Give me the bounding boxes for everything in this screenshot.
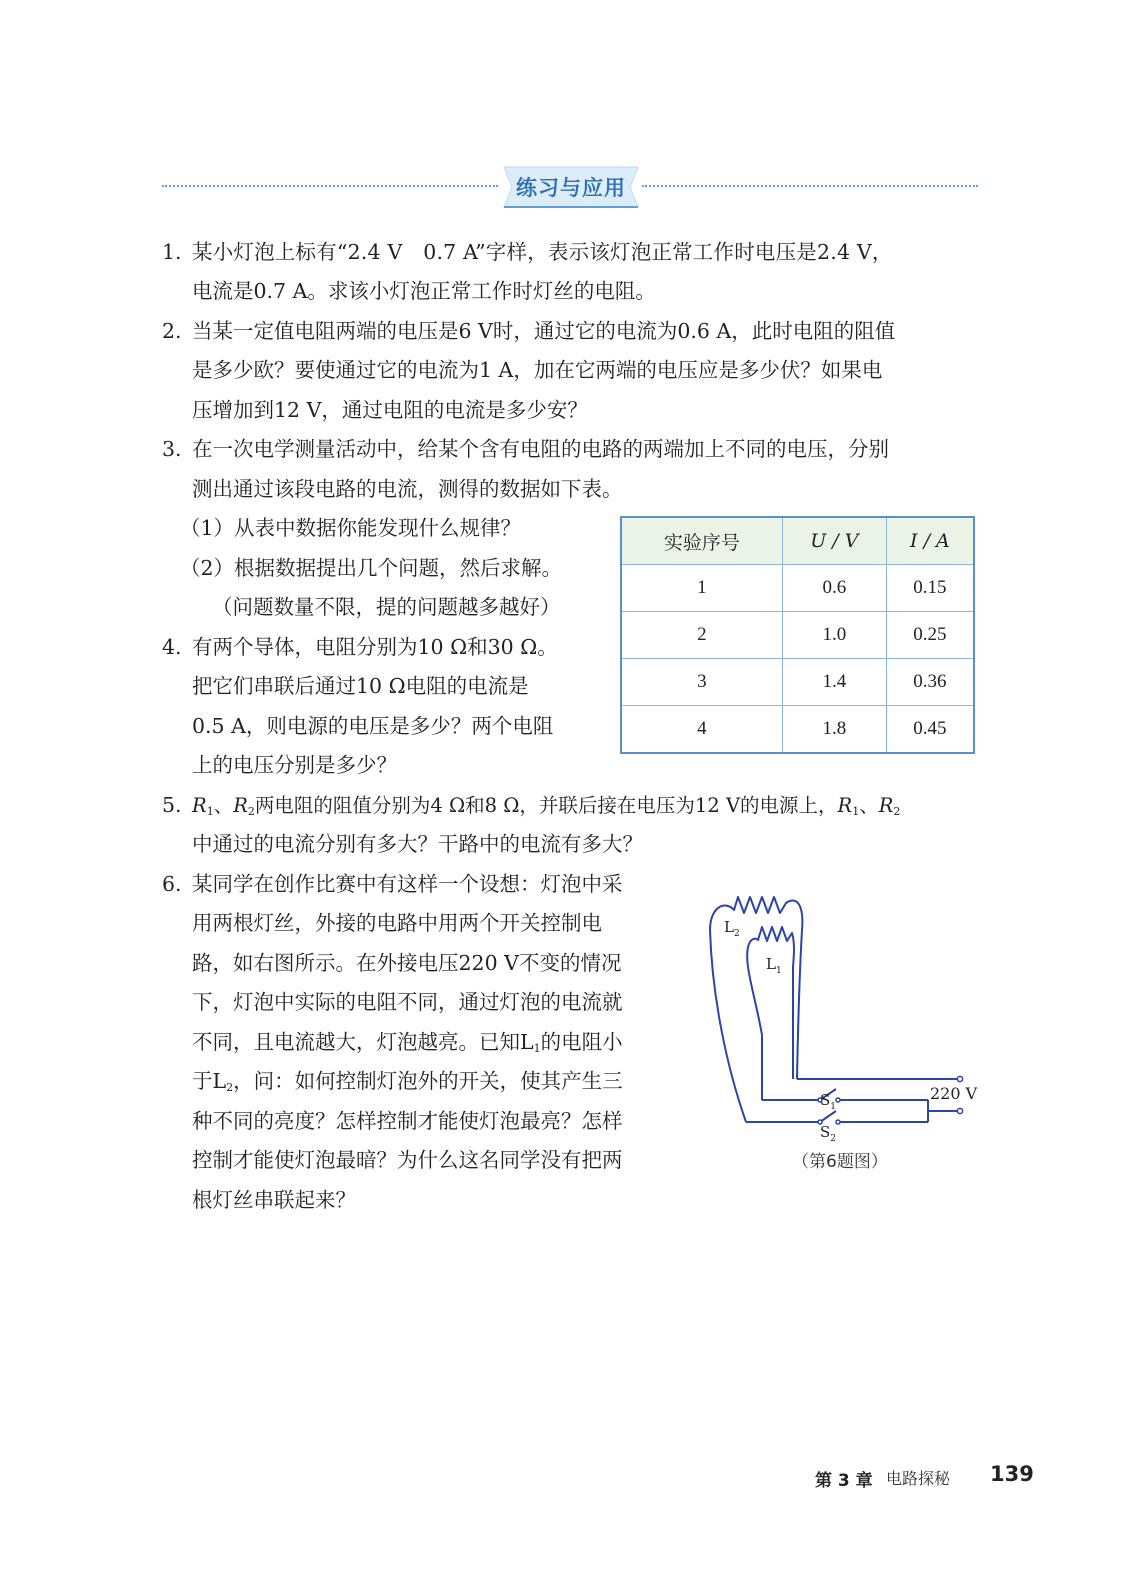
q6-line-6-a: 于L: [192, 1069, 227, 1093]
circuit-diagram: [700, 885, 990, 1145]
section-divider-left: [162, 185, 498, 187]
r1-symbol: R: [837, 794, 853, 817]
q1-number: 1.: [162, 240, 182, 264]
switch-s2: [820, 1111, 836, 1122]
r2-symbol: R: [878, 794, 894, 817]
q5-number: 5.: [162, 793, 182, 817]
q2-line-3: 压增加到12 V，通过电阻的电流是多少安？: [192, 398, 588, 422]
table-row: [621, 706, 974, 754]
table-header-row: [621, 517, 974, 565]
separator: 、: [213, 794, 234, 817]
section-header: [498, 165, 644, 209]
q6-number: 6.: [162, 872, 182, 896]
q4-line-3: 0.5 A，则电源的电压是多少？两个电阻: [192, 714, 554, 738]
q6-line-9: 根灯丝串联起来？: [192, 1188, 356, 1212]
chapter-number: 第 3 章: [815, 1471, 873, 1491]
table-cell: 0.25: [886, 612, 974, 659]
q6-line-2: 用两根灯丝，外接的电路中用两个开关控制电: [192, 911, 602, 935]
label-s1: $S_1$: [820, 1091, 837, 1112]
q2-number: 2.: [162, 319, 182, 343]
q3-sub-2: （2）根据数据提出几个问题，然后求解。: [180, 556, 563, 580]
data-table: [620, 516, 975, 754]
q5-line-1-text: 两电阻的阻值分别为4 Ω和8 Ω，并联后接在电压为12 V的电源上，: [254, 794, 838, 817]
table-header-index: 实验序号: [621, 517, 782, 565]
q6-line-3: 路，如右图所示。在外接电压220 V不变的情况: [192, 951, 622, 975]
section-title: 练习与应用: [516, 176, 626, 200]
r1-subscript: 1: [852, 805, 860, 818]
figure-caption: （第6题图）: [792, 1152, 888, 1172]
q3-line-2: 测出通过该段电路的电流，测得的数据如下表。: [192, 477, 623, 501]
label-s2: $S_2$: [820, 1123, 837, 1144]
table-cell: 0.15: [886, 565, 974, 612]
filament-l1: [747, 927, 794, 1100]
q1-line-1: 某小灯泡上标有“2.4 V 0.7 A”字样，表示该灯泡正常工作时电压是2.4 V，: [192, 240, 893, 264]
label-l2: $L_2$: [724, 918, 740, 939]
chapter-title: 电路探秘: [886, 1469, 951, 1488]
q4-line-4: 上的电压分别是多少？: [192, 753, 397, 777]
table-cell: 1: [621, 565, 782, 612]
q3-sub-2-note: （问题数量不限，提的问题越多越好）: [212, 595, 561, 619]
q2-line-1: 当某一定值电阻两端的电压是6 V时，通过它的电流为0.6 A，此时电阻的阻值: [192, 319, 896, 343]
q4-line-1: 有两个导体，电阻分别为10 Ω和30 Ω。: [192, 635, 558, 659]
terminal-bottom: [957, 1108, 962, 1113]
q6-line-8: 控制才能使灯泡最暗？为什么这名同学没有把两: [192, 1148, 623, 1172]
table-row: [621, 659, 974, 706]
table-cell: 0.45: [886, 706, 974, 754]
table-header-current: I / A: [886, 517, 974, 565]
q6-line-5-a: 不同，且电流越大，灯泡越亮。已知L: [192, 1030, 534, 1054]
table-cell: 1.8: [782, 706, 886, 754]
l1-subscript: 1: [533, 1042, 541, 1055]
r1-symbol: R: [192, 794, 207, 817]
l2-subscript: 2: [226, 1081, 234, 1094]
q5-line-2: 中通过的电流分别有多大？干路中的电流有多大？: [192, 832, 643, 856]
q6-line-1: 某同学在创作比赛中有这样一个设想：灯泡中采: [192, 872, 623, 896]
section-divider-right: [642, 185, 978, 187]
switch-s2-contact: [836, 1120, 840, 1124]
table-cell: 3: [621, 659, 782, 706]
r2-subscript: 2: [247, 805, 255, 818]
table-cell: 4: [621, 706, 782, 754]
r2-subscript: 2: [893, 805, 901, 818]
table-row: [621, 612, 974, 659]
separator: 、: [859, 794, 879, 817]
r2-symbol: R: [233, 794, 248, 817]
terminal-top: [957, 1076, 962, 1081]
q3-sub-1: （1）从表中数据你能发现什么规律？: [180, 516, 522, 540]
q6-line-7: 种不同的亮度？怎样控制才能使灯泡最亮？怎样: [192, 1109, 623, 1133]
label-l1: $L_1$: [766, 955, 782, 976]
table-cell: 0.36: [886, 659, 974, 706]
q2-line-2: 是多少欧？要使通过它的电流为1 A，加在它两端的电压应是多少伏？如果电: [192, 358, 883, 382]
table-cell: 1.4: [782, 659, 886, 706]
page-number: 139: [990, 1462, 1034, 1486]
q4-number: 4.: [162, 635, 182, 659]
q6-line-6: [192, 1062, 623, 1108]
table-cell: 0.6: [782, 565, 886, 612]
table-header-voltage: U / V: [782, 517, 886, 565]
q6-line-5-b: 的电阻小: [540, 1030, 623, 1054]
q1-line-2: 电流是0.7 A。求该小灯泡正常工作时灯丝的电阻。: [192, 279, 656, 303]
q3-number: 3.: [162, 437, 182, 461]
q6-line-6-b: ，问：如何控制灯泡外的开关，使其产生三: [233, 1069, 623, 1093]
q3-line-1: 在一次电学测量活动中，给某个含有电阻的电路的两端加上不同的电压，分别: [192, 437, 889, 461]
switch-s1-contact: [836, 1098, 840, 1102]
table-row: [621, 565, 974, 612]
r1-subscript: 1: [206, 805, 214, 818]
q6-line-4: 下，灯泡中实际的电阻不同，通过灯泡的电流就: [192, 990, 623, 1014]
table-cell: 2: [621, 612, 782, 659]
label-voltage: 220 V: [930, 1084, 978, 1103]
table-cell: 1.0: [782, 612, 886, 659]
q4-line-2: 把它们串联后通过10 Ω电阻的电流是: [192, 674, 529, 698]
